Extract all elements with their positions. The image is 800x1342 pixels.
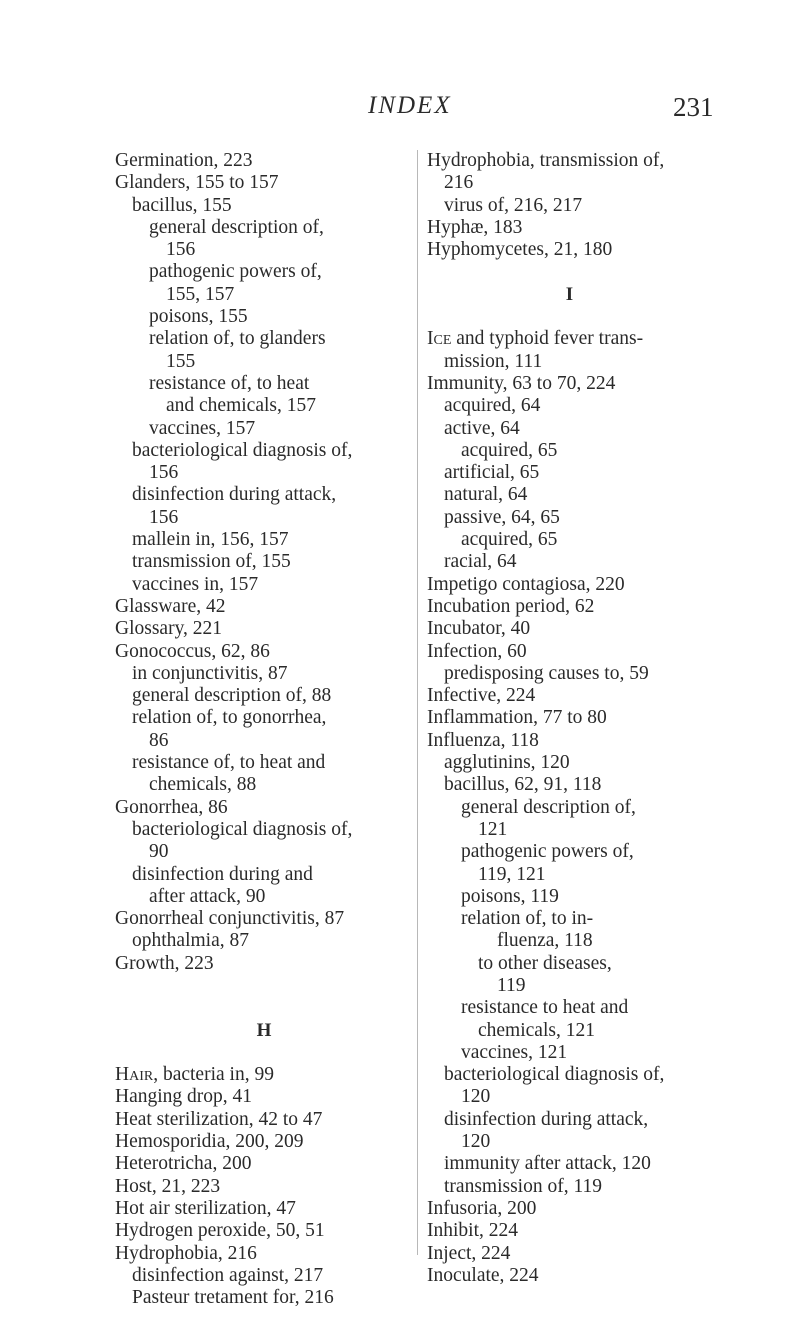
index-subentry: vaccines in, 157 [132, 573, 259, 595]
index-subentry: 86 [149, 729, 169, 751]
index-entry: Inject, 224 [427, 1242, 511, 1264]
index-subentry: active, 64 [444, 417, 520, 439]
index-column-right [427, 150, 712, 1287]
index-entry: Hot air sterilization, 47 [115, 1197, 296, 1219]
index-subentry: virus of, 216, 217 [444, 194, 583, 216]
index-entry: Hair, bacteria in, 99 [115, 1064, 274, 1086]
index-subentry: 216 [444, 172, 474, 194]
index-subentry: mission, 111 [444, 350, 543, 372]
index-subentry: chemicals, 88 [149, 774, 257, 796]
index-entry: Inflammation, 77 to 80 [427, 707, 607, 729]
index-subentry: acquired, 64 [444, 395, 541, 417]
index-subentry: disinfection during and [132, 863, 313, 885]
index-spacer [115, 1042, 413, 1064]
index-entry: Immunity, 63 to 70, 224 [427, 372, 616, 394]
index-subentry: relation of, to in- [461, 908, 594, 930]
index-subentry: to other diseases, [478, 952, 612, 974]
index-subentry: 155 [166, 350, 196, 372]
index-entry: Hydrophobia, 216 [115, 1242, 257, 1264]
running-title: INDEX [368, 92, 452, 119]
index-subentry: 156 [149, 506, 179, 528]
index-subentry: bacillus, 62, 91, 118 [444, 774, 602, 796]
index-spacer [115, 997, 413, 1019]
index-subentry: poisons, 119 [461, 885, 559, 907]
index-entry: Hydrogen peroxide, 50, 51 [115, 1220, 325, 1242]
index-subentry: disinfection against, 217 [132, 1264, 324, 1286]
index-subentry: 156 [166, 239, 196, 261]
index-subentry: transmission of, 119 [444, 1175, 602, 1197]
index-entry: Hydrophobia, transmission of, [427, 150, 665, 171]
index-entry: Infective, 224 [427, 685, 536, 707]
index-subentry: poisons, 155 [149, 306, 248, 328]
index-subentry: relation of, to gonorrhea, [132, 707, 327, 729]
index-entry: Hyphæ, 183 [427, 216, 523, 238]
index-subentry: bacteriological diagnosis of, [132, 439, 353, 461]
index-subentry: disinfection during attack, [444, 1108, 649, 1130]
index-subentry: relation of, to glanders [149, 328, 326, 350]
index-entry: Infection, 60 [427, 640, 527, 662]
index-subentry: bacteriological diagnosis of, [444, 1064, 665, 1086]
index-subentry: Pasteur tretament for, 216 [132, 1287, 334, 1309]
index-subentry: 121 [478, 818, 508, 840]
index-entry: Heat sterilization, 42 to 47 [115, 1108, 323, 1130]
index-entry: Gonorrheal conjunctivitis, 87 [115, 908, 345, 930]
index-subentry: 155, 157 [166, 283, 235, 305]
column-divider [417, 150, 418, 1255]
index-subentry: resistance of, to heat and [132, 752, 326, 774]
index-subentry: artificial, 65 [444, 462, 540, 484]
index-subentry: disinfection during attack, [132, 484, 337, 506]
index-subentry: and chemicals, 157 [166, 395, 316, 417]
index-subentry: resistance of, to heat [149, 372, 310, 394]
index-subentry: racial, 64 [444, 551, 517, 573]
index-subentry: natural, 64 [444, 484, 528, 506]
index-spacer [427, 261, 712, 283]
index-entry: Glanders, 155 to 157 [115, 172, 279, 194]
index-subentry: predisposing causes to, 59 [444, 662, 649, 684]
index-subentry: after attack, 90 [149, 885, 266, 907]
index-entry: Impetigo contagiosa, 220 [427, 573, 625, 595]
index-entry: Inoculate, 224 [427, 1264, 539, 1286]
index-subentry: general description of, [461, 796, 636, 818]
index-entry: Growth, 223 [115, 952, 214, 974]
index-subentry: acquired, 65 [461, 529, 558, 551]
index-subentry: vaccines, 157 [149, 417, 256, 439]
index-subentry: bacillus, 155 [132, 194, 232, 216]
index-subentry: pathogenic powers of, [461, 841, 634, 863]
index-subentry: 90 [149, 841, 169, 863]
index-subentry: immunity after attack, 120 [444, 1153, 651, 1175]
index-subentry: pathogenic powers of, [149, 261, 322, 283]
index-entry: Incubator, 40 [427, 618, 531, 640]
index-subentry: mallein in, 156, 157 [132, 529, 289, 551]
index-subentry: bacteriological diagnosis of, [132, 818, 353, 840]
index-subentry: transmission of, 155 [132, 551, 291, 573]
index-entry: Incubation period, 62 [427, 595, 595, 617]
index-entry: Gonococcus, 62, 86 [115, 640, 270, 662]
index-subentry: resistance to heat and [461, 997, 629, 1019]
index-subentry: vaccines, 121 [461, 1041, 568, 1063]
index-entry: Germination, 223 [115, 150, 253, 171]
index-entry: Influenza, 118 [427, 729, 539, 751]
index-entry: Heterotricha, 200 [115, 1153, 252, 1175]
index-entry: Host, 21, 223 [115, 1175, 221, 1197]
index-entry: Gonorrhea, 86 [115, 796, 228, 818]
index-entry: Glassware, 42 [115, 595, 226, 617]
index-spacer [115, 975, 413, 997]
index-subentry: ophthalmia, 87 [132, 930, 249, 952]
index-subentry: 120 [461, 1131, 491, 1153]
index-subentry: chemicals, 121 [478, 1019, 595, 1041]
index-subentry: 120 [461, 1086, 491, 1108]
index-subentry: general description of, [149, 216, 324, 238]
index-entry: Hyphomycetes, 21, 180 [427, 239, 613, 261]
index-subentry: general description of, 88 [132, 685, 332, 707]
index-subentry: passive, 64, 65 [444, 506, 560, 528]
index-entry: Hanging drop, 41 [115, 1086, 253, 1108]
index-entry: Inhibit, 224 [427, 1220, 518, 1242]
index-section-heading: I [565, 283, 574, 305]
index-entry: Glossary, 221 [115, 618, 223, 640]
index-spacer [427, 306, 712, 328]
index-subentry: 119, 121 [478, 863, 546, 885]
index-entry: Hemosporidia, 200, 209 [115, 1131, 304, 1153]
running-head [0, 92, 800, 132]
page-number: 231 [673, 92, 714, 122]
index-subentry: agglutinins, 120 [444, 752, 570, 774]
index-subentry: 156 [149, 462, 179, 484]
index-subentry: 119 [497, 974, 526, 996]
index-column-left [115, 150, 413, 1309]
index-section-heading: H [256, 1019, 272, 1041]
index-subentry: fluenza, 118 [497, 930, 593, 952]
index-subentry: in conjunctivitis, 87 [132, 662, 288, 684]
index-entry: Infusoria, 200 [427, 1197, 537, 1219]
index-subentry: acquired, 65 [461, 439, 558, 461]
index-entry: Ice and typhoid fever trans- [427, 328, 644, 350]
